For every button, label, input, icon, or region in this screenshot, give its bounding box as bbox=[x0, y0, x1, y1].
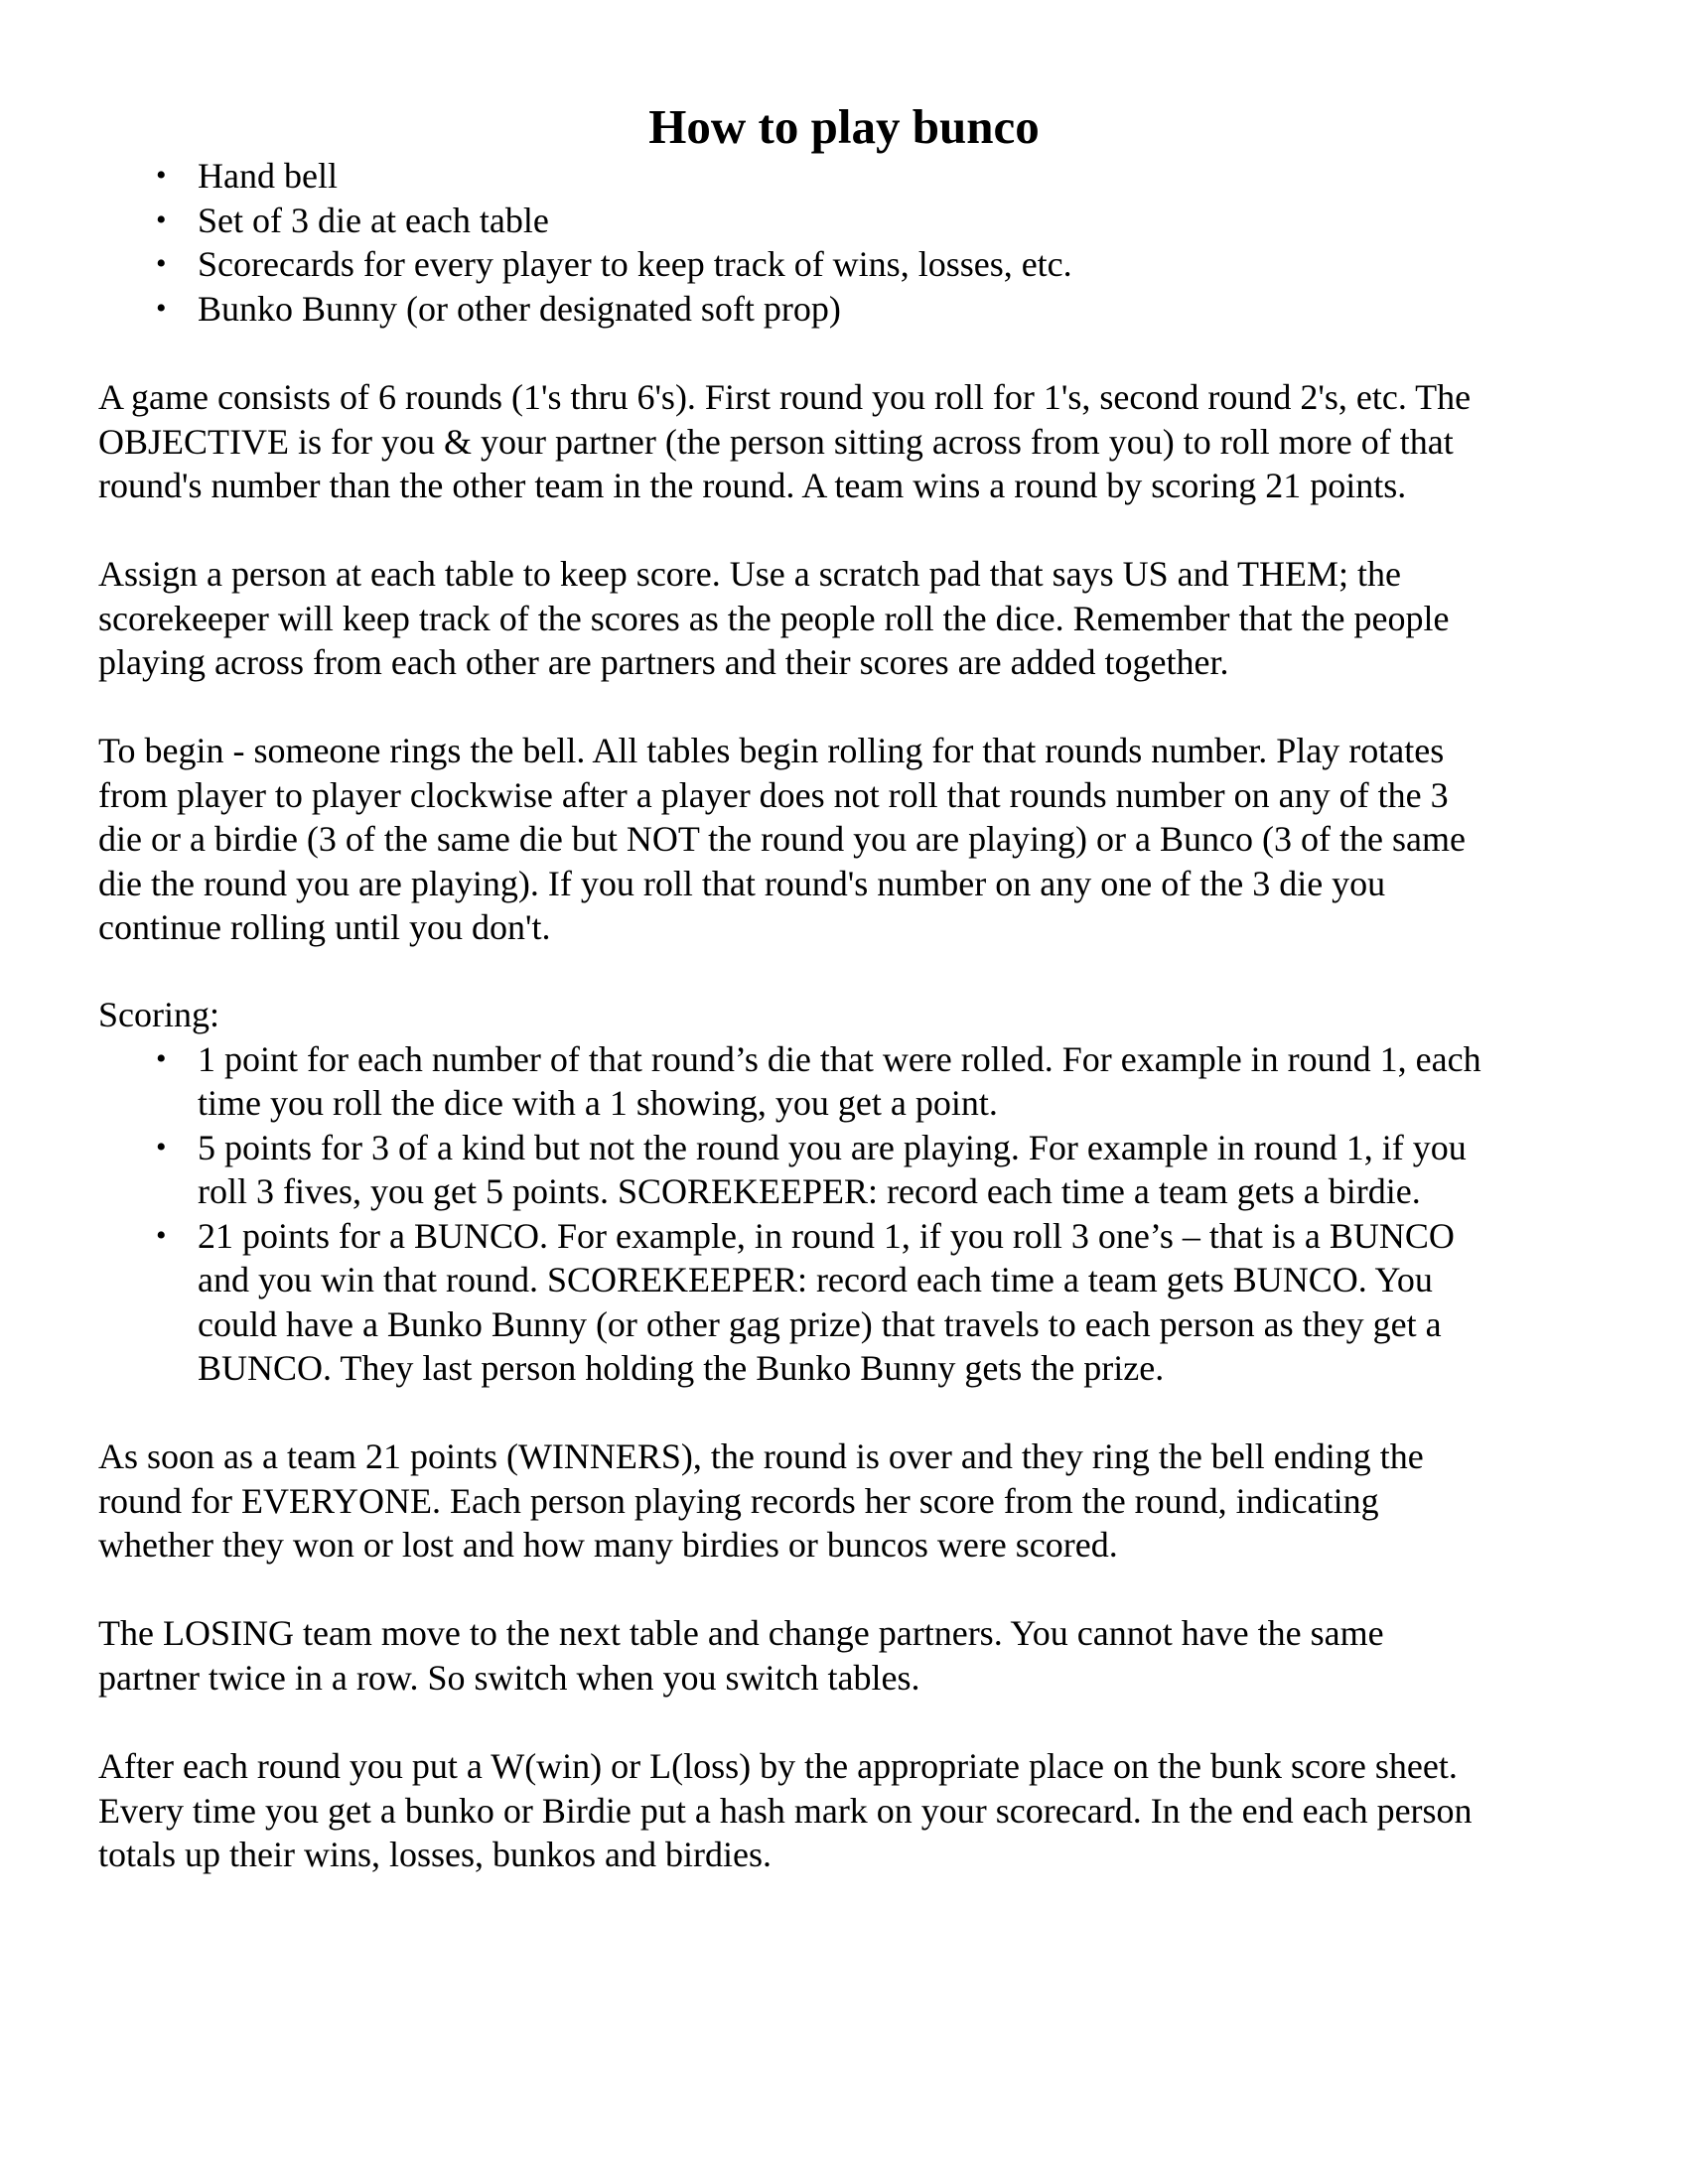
list-item: • 21 points for a BUNCO. For example, in round 1, if you roll 3 one’s – that is a BUNCO and you win that round. SCOREKEEPER: record each time a team gets BUNCO. You could have a Bunko Bunny (or other gag prize) that travels to each person as they get a BUNCO. They last person holding the Bunko Bunny gets the prize. bbox=[156, 1215, 1455, 1388]
begin-paragraph: To begin - someone rings the bell. All tables begin rolling for that rounds number. Play rotates from player to player clockwise after a player does not roll that rounds number on any of the 3 die or a birdie (3 of the same die but NOT the round you are playing) or a Bunco (3 of the same die the round you are playing). If you roll that round's number on any one of the 3 die you continue rolling until you don't. bbox=[98, 731, 1466, 947]
intro-paragraph: A game consists of 6 rounds (1's thru 6's). First round you roll for 1's, second round 2's, etc. The OBJECTIVE is for you & your partner (the person sitting across from you) to roll more of that round's number than the other team in the round. A team wins a round by scoring 21 points. bbox=[98, 377, 1472, 505]
list-item: • 1 point for each number of that round’s die that were rolled. For example in round 1, each time you roll the dice with a 1 showing, you get a point. bbox=[156, 1038, 1481, 1123]
winners-paragraph: As soon as a team 21 points (WINNERS), the round is over and they ring the bell ending the round for EVERYONE. Each person playing records her score from the round, indicating whether they won or lost and how many birdies or buncos were scored. bbox=[98, 1436, 1424, 1565]
page-title: How to play bunco bbox=[648, 99, 1040, 154]
after-paragraph: After each round you put a W(win) or L(loss) by the appropriate place on the bunk score sheet. Every time you get a bunko or Birdie put a hash mark on your scorecard. In the end each person totals up their wins, losses, bunkos and birdies. bbox=[98, 1746, 1473, 1874]
losing-paragraph: The LOSING team move to the next table and change partners. You cannot have the same partner twice in a row. So switch when you switch tables. bbox=[98, 1613, 1384, 1698]
list-item: • Scorecards for every player to keep track of wins, losses, etc. bbox=[98, 242, 1608, 287]
bullet-icon: • bbox=[156, 247, 167, 280]
bullet-icon: • bbox=[156, 159, 167, 192]
list-item: • Bunko Bunny (or other designated soft prop) bbox=[98, 287, 1608, 332]
list-item: • Hand bell bbox=[98, 154, 1608, 199]
bullet-icon: • bbox=[156, 1041, 167, 1075]
supplies-list-block bbox=[98, 154, 1608, 331]
bullet-icon: • bbox=[156, 291, 167, 325]
bullet-icon: • bbox=[156, 1218, 167, 1252]
scoring-section bbox=[98, 993, 1608, 1391]
bullet-icon: • bbox=[156, 203, 167, 236]
list-item: • 5 points for 3 of a kind but not the round you are playing. For example in round 1, if you roll 3 fives, you get 5 points. SCOREKEEPER: record each time a team gets a birdie. bbox=[156, 1127, 1467, 1211]
scorekeeper-paragraph: Assign a person at each table to keep score. Use a scratch pad that says US and THEM; the scorekeeper will keep track of the scores as the people roll the dice. Remember that the people playing across from each other are partners and their scores are added together. bbox=[98, 554, 1450, 682]
scoring-heading: Scoring: bbox=[98, 995, 219, 1034]
list-item: • Set of 3 die at each table bbox=[98, 199, 1608, 243]
supplies-list bbox=[98, 154, 1608, 331]
bullet-icon: • bbox=[156, 1130, 167, 1163]
scoring-list bbox=[98, 1037, 1608, 1391]
